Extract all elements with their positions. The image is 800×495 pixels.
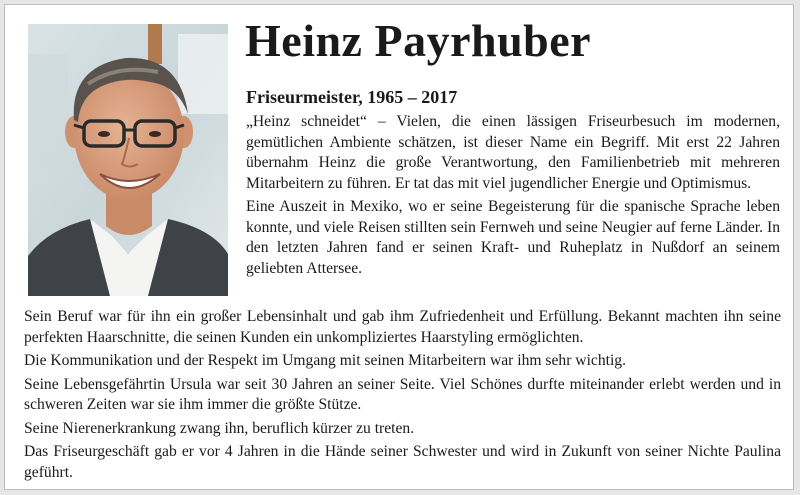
obituary-card [4,4,794,490]
side-text-block [246,112,780,282]
paragraph: Eine Auszeit in Mexiko, wo er seine Begeisterung für die spanische Sprache leben konnte, und viele Reisen stillten sein Fernweh und seine Neugier auf ferne Länder. In den letzten Jahren fand er seinen Kraft- und Ruheplatz in Nußdorf an seinem geliebten Attersee. [246,198,780,277]
paragraph: Sein Beruf war für ihn ein großer Lebensinhalt und gab ihm Zufriedenheit und Erfüllung. Bekannt machten ihn seine perfekten Haarschnitte, die seinen Kunden ein unkompliziertes Haarstyling ermöglichten. [24,308,781,346]
profession-and-dates: Friseurmeister, 1965 – 2017 [246,87,458,107]
paragraph: „Heinz schneidet“ – Vielen, die einen lässigen Friseurbesuch im modernen, gemütlichen Ambiente schätzen, ist dieser Name ein Begriff. Mit erst 22 Jahren übernahm Heinz die große Verantwortung, den Familienbetrieb mit mehreren Mitarbeitern zu führen. Er tat das mit viel jugendlicher Energie und Optimismus. [246,113,780,192]
full-width-text-block [24,307,781,486]
paragraph: Das Friseurgeschäft gab er vor 4 Jahren in die Hände seiner Schwester und wird in Zukunft von seiner Nichte Paulina geführt. [24,443,781,481]
paragraph: Seine Lebensgefährtin Ursula war seit 30 Jahren an seiner Seite. Viel Schönes durfte miteinander erlebt werden und in schweren Zeiten war sie ihm immer die größte Stütze. [24,375,781,413]
paragraph: Die Kommunikation und der Respekt im Umgang mit seinen Mitarbeitern war ihm sehr wichtig. [24,352,626,369]
paragraph: Seine Nierenerkrankung zwang ihn, beruflich kürzer zu treten. [24,419,415,437]
deceased-name: Heinz Payrhuber [245,15,592,66]
portrait-photo [28,24,228,296]
